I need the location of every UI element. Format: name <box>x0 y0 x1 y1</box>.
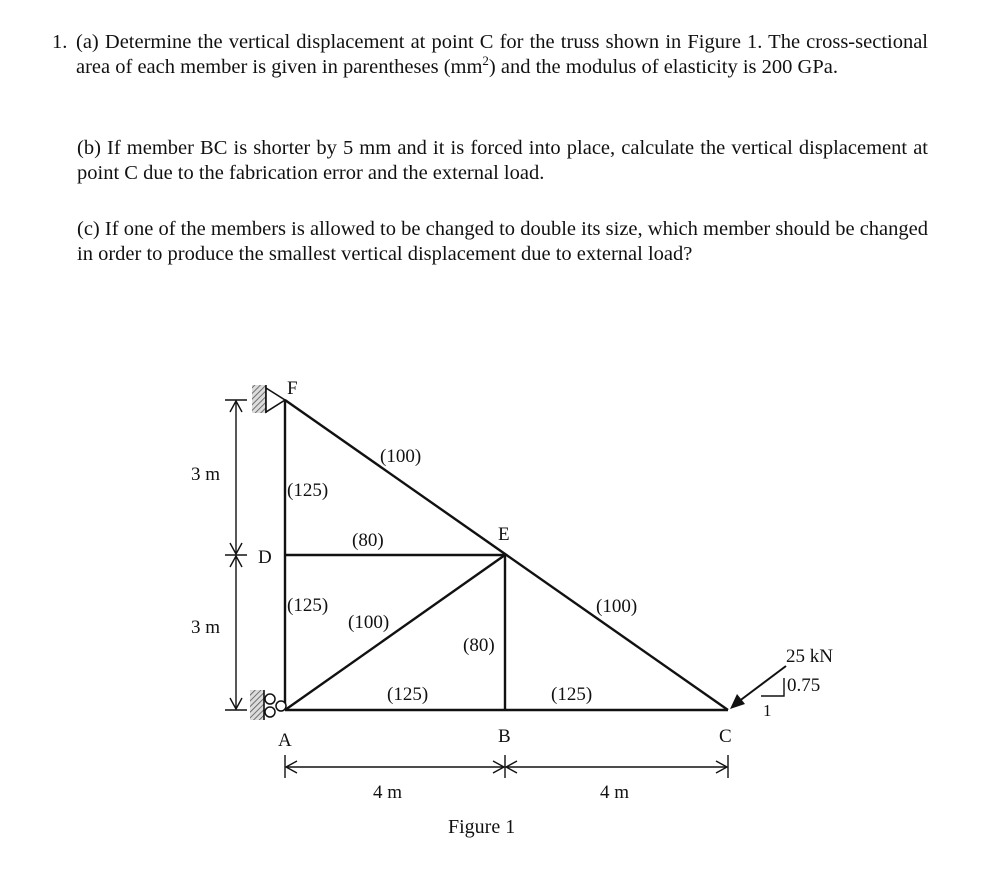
load-arrow-25kN <box>730 666 786 709</box>
dim-label-right-horizontal: 4 m <box>600 782 630 803</box>
figure-caption: Figure 1 <box>448 816 516 838</box>
dim-label-bottom-vertical: 3 m <box>191 617 221 638</box>
area-label-FD: (125) <box>287 480 329 501</box>
area-label-DA: (125) <box>287 595 329 616</box>
area-label-BC: (125) <box>551 684 593 705</box>
pin-support-F <box>252 385 285 413</box>
part-b-text: (b) If member BC is shorter by 5 mm and it is forced into place, calculate the vertical displacement at point C due to the fabrication error and the external load. <box>77 137 928 184</box>
horizontal-dimension <box>285 755 728 778</box>
question-number: 1. <box>52 31 68 53</box>
truss-members <box>285 400 728 710</box>
part-a-lead: (a) Determine the vertical displacement at point C for the truss shown in Figure 1. The cross-sectional area of each member is given in parentheses (mm <box>76 31 928 78</box>
load-magnitude-label: 25 kN <box>786 646 833 667</box>
area-label-DE: (80) <box>352 530 384 551</box>
node-label-B: B <box>498 726 511 747</box>
node-label-F: F <box>287 378 298 399</box>
dim-label-left-horizontal: 4 m <box>373 782 403 803</box>
area-label-AE: (100) <box>348 612 390 633</box>
node-label-D: D <box>258 547 272 568</box>
part-c-text: (c) If one of the members is allowed to be changed to double its size, which member should be changed in order to produce the smallest vertical displacement due to external load? <box>77 218 928 265</box>
part-a-superscript: 2 <box>482 53 489 69</box>
load-slope-rise-label: 0.75 <box>787 675 821 696</box>
node-label-A: A <box>278 730 292 751</box>
node-label-E: E <box>498 524 510 545</box>
area-label-AB: (125) <box>387 684 429 705</box>
node-label-C: C <box>719 726 732 747</box>
area-label-EB: (80) <box>463 635 495 656</box>
vertical-dimension <box>225 400 247 710</box>
load-slope-run-label: 1 <box>763 701 772 720</box>
area-label-FE: (100) <box>380 446 422 467</box>
dim-label-top-vertical: 3 m <box>191 464 221 485</box>
roller-support-A <box>250 690 286 720</box>
area-label-EC: (100) <box>596 596 638 617</box>
part-a-tail: ) and the modulus of elasticity is 200 GPa. <box>488 56 838 78</box>
